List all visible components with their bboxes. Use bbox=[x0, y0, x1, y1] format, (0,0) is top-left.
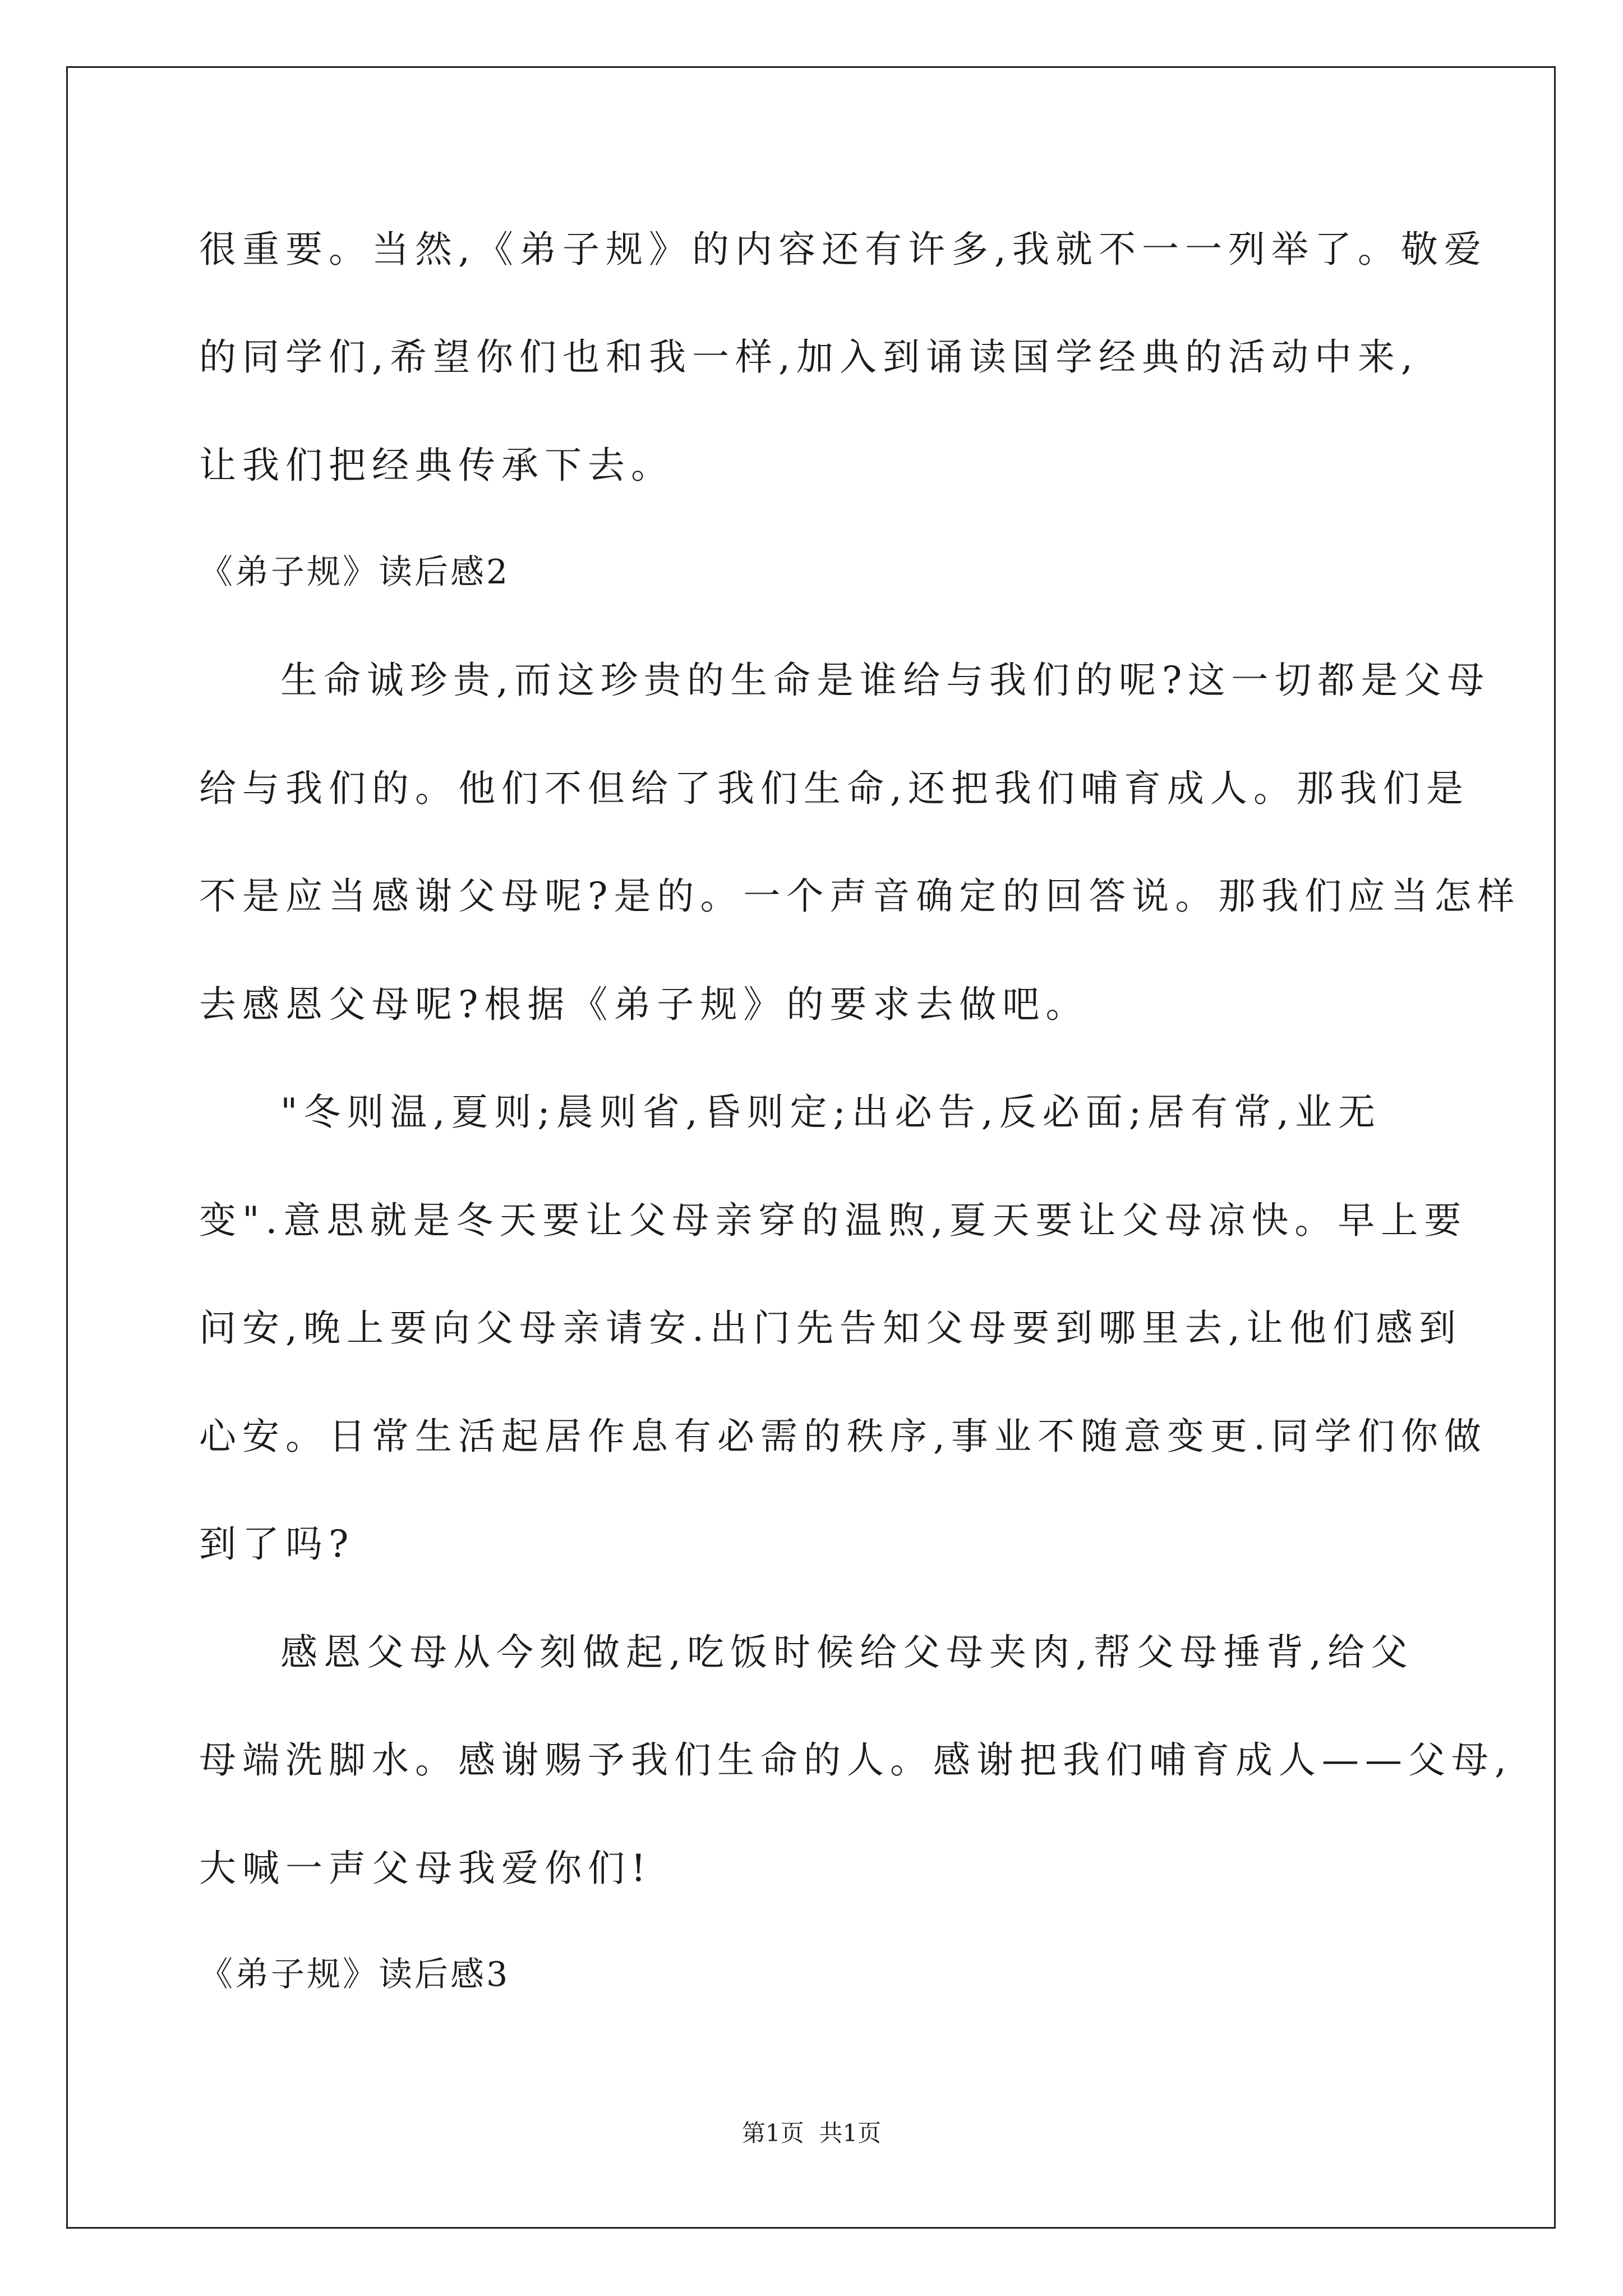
page-footer: 第1页 共1页 bbox=[741, 2119, 882, 2147]
section-heading: 《弟子规》读后感2 bbox=[199, 553, 510, 592]
paragraph-line: 心安。日常生活起居作息有必需的秩序,事业不随意变更.同学们你做 bbox=[199, 1415, 1487, 1458]
paragraph-line: 让我们把经典传承下去。 bbox=[199, 444, 674, 487]
paragraph-line: 生命诚珍贵,而这珍贵的生命是谁给与我们的呢?这一切都是父母 bbox=[280, 659, 1491, 702]
paragraph-line: 母端洗脚水。感谢赐予我们生命的人。感谢把我们哺育成人——父母, bbox=[199, 1738, 1513, 1782]
paragraph-line: 给与我们的。他们不但给了我们生命,还把我们哺育成人。那我们是 bbox=[199, 767, 1469, 810]
paragraph-line: 到了吗? bbox=[199, 1522, 355, 1566]
paragraph-line: 感恩父母从今刻做起,吃饭时候给父母夹肉,帮父母捶背,给父 bbox=[280, 1631, 1414, 1674]
paragraph-line: "冬则温,夏则;晨则省,昏则定;出必告,反必面;居有常,业无 bbox=[280, 1091, 1381, 1134]
section-heading: 《弟子规》读后感3 bbox=[199, 1955, 510, 1994]
paragraph-line: 大喊一声父母我爱你们! bbox=[199, 1847, 652, 1890]
paragraph-line: 很重要。当然,《弟子规》的内容还有许多,我就不一一列举了。敬爱 bbox=[199, 228, 1487, 271]
paragraph-line: 变".意思就是冬天要让父母亲穿的温煦,夏天要让父母凉快。早上要 bbox=[199, 1199, 1468, 1242]
paragraph-line: 去感恩父母呢?根据《弟子规》的要求去做吧。 bbox=[199, 983, 1089, 1026]
document-body bbox=[199, 0, 1521, 2296]
paragraph-line: 的同学们,希望你们也和我一样,加入到诵读国学经典的活动中来, bbox=[199, 335, 1419, 379]
paragraph-line: 问安,晚上要向父母亲请安.出门先告知父母要到哪里去,让他们感到 bbox=[199, 1306, 1462, 1350]
paragraph-line: 不是应当感谢父母呢?是的。一个声音确定的回答说。那我们应当怎样 bbox=[199, 875, 1521, 918]
